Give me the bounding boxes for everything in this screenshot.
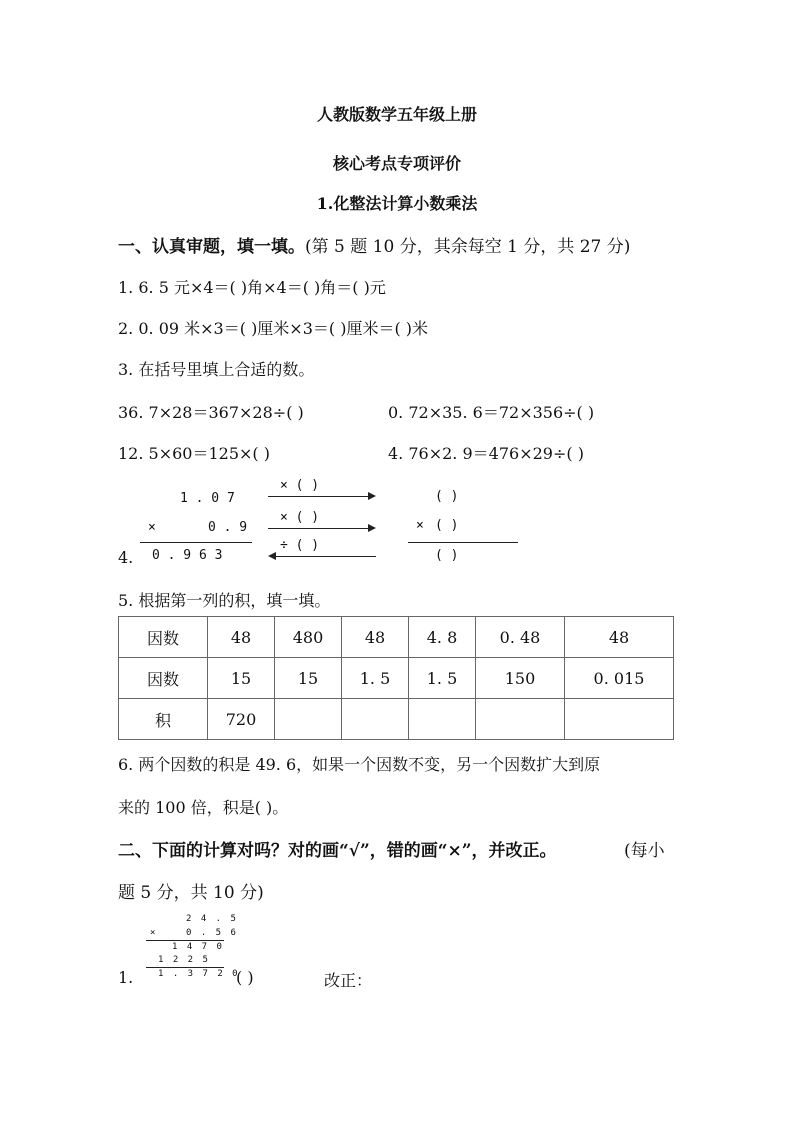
table-cell[interactable] (409, 699, 476, 740)
section-2-title: 二、下面的计算对吗？对的画“√”，错的画“×”，并改正。 (118, 841, 557, 861)
arrow-right-icon (368, 492, 376, 500)
q4-result-times: × (416, 518, 424, 533)
calc-row-5: 1 . 3 7 2 0 (158, 969, 240, 979)
table-cell: 48 (565, 617, 674, 658)
table-cell: 720 (208, 699, 275, 740)
calc-line-1 (146, 940, 224, 941)
table-cell: 4. 8 (409, 617, 476, 658)
q4-times-sign: × (148, 520, 156, 535)
q4-op-1: × ( ) (280, 478, 320, 493)
table-cell[interactable] (275, 699, 342, 740)
calc-row-4: 1 2 2 5 (158, 955, 210, 965)
table-cell[interactable] (342, 699, 409, 740)
q4-arrow-2 (268, 528, 368, 529)
table-row (119, 617, 674, 658)
q4-factor-1: 1 . 0 7 (180, 491, 235, 506)
q4-result-1: ( ) (435, 489, 459, 504)
question-3: 3. 在括号里填上合适的数。 (118, 360, 315, 379)
q4-arrow-1 (268, 496, 368, 497)
calc-row-3: 1 4 7 0 (172, 942, 224, 952)
calc-line-2 (146, 967, 224, 968)
section-2-note-cont: 题 5 分，共 10 分) (118, 883, 264, 903)
factor-table (118, 616, 674, 740)
table-cell[interactable] (565, 699, 674, 740)
table-cell: 48 (342, 617, 409, 658)
section-1-heading (118, 232, 630, 257)
table-cell: 积 (119, 699, 208, 740)
calc-times-sign: × (150, 928, 158, 938)
table-cell: 15 (275, 658, 342, 699)
table-row (119, 658, 674, 699)
table-cell: 1. 5 (342, 658, 409, 699)
table-cell: 150 (476, 658, 565, 699)
q4-product: 0 . 9 6 3 (152, 548, 223, 563)
q4-op-3: ÷ ( ) (280, 538, 320, 553)
table-cell: 0. 015 (565, 658, 674, 699)
calc-row-1: 2 4 . 5 (186, 914, 238, 924)
table-cell[interactable] (476, 699, 565, 740)
section-2-q1-fix: 改正： (324, 971, 373, 990)
table-cell: 因数 (119, 658, 208, 699)
section-2-note: (每小 (624, 841, 665, 861)
arrow-left-icon (268, 552, 276, 560)
question-2: 2. 0. 09 米×3＝( )厘米×3＝( )厘米＝( )米 (118, 319, 429, 338)
question-6-line-2: 来的 100 倍，积是( )。 (118, 798, 289, 817)
question-1: 1. 6. 5 元×4＝( )角×4＝( )角＝( )元 (118, 278, 386, 297)
q4-result-3: ( ) (435, 548, 459, 563)
table-cell: 48 (208, 617, 275, 658)
table-cell: 15 (208, 658, 275, 699)
q4-result-line (408, 542, 518, 543)
question-3d: 4. 76×2. 9＝476×29÷( ) (388, 444, 584, 463)
question-5: 5. 根据第一列的积，填一填。 (118, 591, 331, 610)
question-6-line-1: 6. 两个因数的积是 49. 6，如果一个因数不变，另一个因数扩大到原 (118, 755, 601, 774)
table-row (119, 699, 674, 740)
table-cell: 因数 (119, 617, 208, 658)
question-3c: 12. 5×60＝125×( ) (118, 444, 270, 463)
lesson-title: 1.化整法计算小数乘法 (316, 194, 478, 213)
table-cell: 0. 48 (476, 617, 565, 658)
calc-row-2: 0 . 5 6 (186, 928, 238, 938)
arrow-right-icon (368, 524, 376, 532)
section-2-q1-blank[interactable]: ( ) (236, 968, 254, 987)
question-3b: 0. 72×35. 6＝72×356÷( ) (388, 403, 595, 422)
page-subtitle: 核心考点专项评价 (332, 154, 461, 173)
section-2-heading (118, 836, 557, 861)
section-1-note: (第 5 题 10 分，其余每空 1 分，共 27 分) (305, 237, 631, 257)
table-cell: 1. 5 (409, 658, 476, 699)
table-cell: 480 (275, 617, 342, 658)
page-title: 人教版数学五年级上册 (316, 105, 477, 124)
q4-arrow-3 (276, 556, 376, 557)
question-4-label: 4. (118, 548, 134, 567)
question-3a: 36. 7×28＝367×28÷( ) (118, 403, 304, 422)
q4-factor-2: 0 . 9 (208, 520, 248, 535)
q4-result-2: ( ) (435, 518, 459, 533)
section-2-q1-label: 1. (118, 968, 134, 987)
q4-op-2: × ( ) (280, 510, 320, 525)
section-1-title: 一、认真审题，填一填。 (118, 237, 305, 257)
q4-product-line (140, 542, 252, 543)
